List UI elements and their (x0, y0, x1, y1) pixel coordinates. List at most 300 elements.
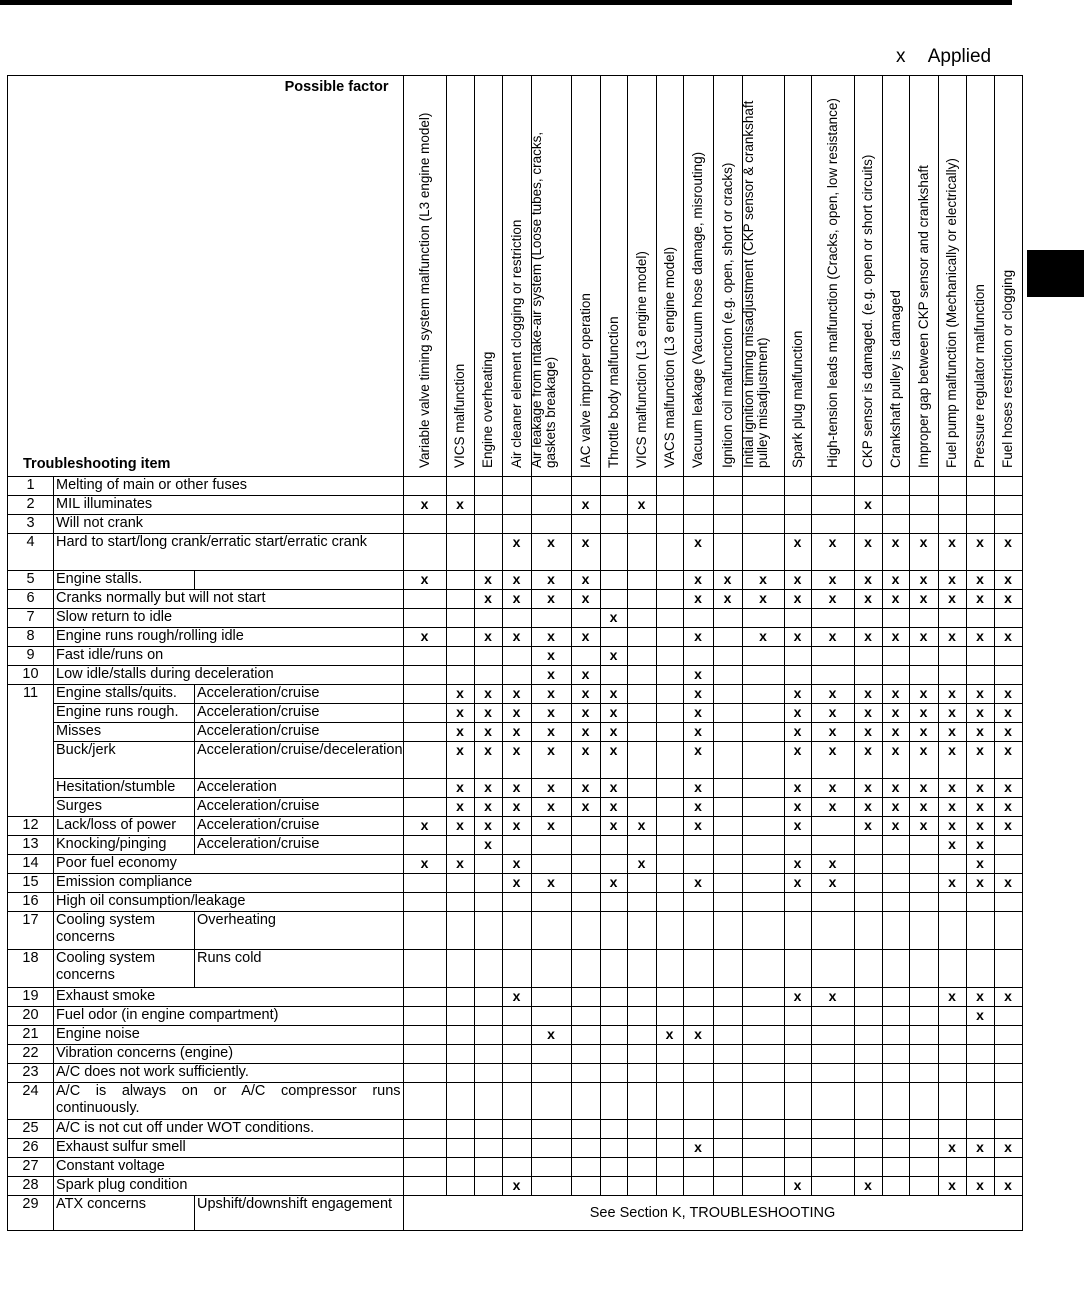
factor-cell (909, 1026, 938, 1045)
factor-cell (683, 1177, 713, 1196)
factor-header (656, 76, 683, 477)
applied-mark: x (882, 590, 909, 609)
applied-mark: x (854, 571, 882, 590)
applied-mark: x (966, 1007, 994, 1026)
factor-cell (571, 1083, 600, 1120)
factor-cell (994, 1007, 1022, 1026)
item-condition: Acceleration/cruise/deceleration (195, 742, 404, 779)
applied-mark: x (882, 571, 909, 590)
factor-cell (627, 912, 656, 950)
applied-mark: x (713, 590, 742, 609)
factor-cell (571, 1158, 600, 1177)
factor-cell (909, 1158, 938, 1177)
factor-cell (656, 988, 683, 1007)
factor-cell (474, 1045, 502, 1064)
factor-cell (627, 477, 656, 496)
factor-cell (656, 628, 683, 647)
factor-cell (966, 893, 994, 912)
table-row (8, 609, 1023, 628)
table-row (8, 571, 1023, 590)
table-row (8, 1120, 1023, 1139)
factor-label: Spark plug malfunction (789, 330, 805, 468)
applied-mark: x (683, 590, 713, 609)
item-label: Poor fuel economy (54, 855, 404, 874)
applied-mark: x (811, 685, 854, 704)
factor-cell (403, 836, 446, 855)
applied-mark: x (938, 685, 966, 704)
applied-mark: x (854, 628, 882, 647)
factor-cell (531, 988, 571, 1007)
factor-cell (742, 988, 784, 1007)
factor-cell (656, 647, 683, 666)
factor-cell (627, 1026, 656, 1045)
factor-cell (600, 1158, 627, 1177)
applied-mark: x (446, 723, 474, 742)
table-row (8, 515, 1023, 534)
applied-mark: x (938, 874, 966, 893)
factor-cell (683, 515, 713, 534)
factor-cell (474, 874, 502, 893)
applied-mark: x (811, 742, 854, 779)
factor-cell (938, 647, 966, 666)
factor-cell (446, 893, 474, 912)
applied-mark: x (474, 571, 502, 590)
factor-cell (502, 1026, 531, 1045)
item-number: 18 (8, 950, 54, 988)
applied-mark: x (909, 628, 938, 647)
applied-mark: x (882, 779, 909, 798)
applied-mark: x (882, 817, 909, 836)
factor-cell (742, 666, 784, 685)
factor-cell (811, 1120, 854, 1139)
factor-cell (403, 1083, 446, 1120)
factor-cell (854, 666, 882, 685)
factor-cell (811, 477, 854, 496)
applied-mark: x (683, 874, 713, 893)
factor-cell (938, 496, 966, 515)
table-row (8, 874, 1023, 893)
factor-label: VICS malfunction (452, 363, 468, 468)
factor-cell (909, 515, 938, 534)
factor-cell (656, 590, 683, 609)
factor-cell (627, 836, 656, 855)
applied-mark: x (966, 590, 994, 609)
applied-mark: x (627, 817, 656, 836)
factor-cell (571, 515, 600, 534)
item-label: A/C is always on or A/C compressor runs continuously. (54, 1083, 404, 1120)
factor-cell (713, 874, 742, 893)
factor-cell (882, 893, 909, 912)
factor-cell (742, 912, 784, 950)
factor-cell (627, 685, 656, 704)
applied-mark: x (571, 685, 600, 704)
factor-cell (502, 1064, 531, 1083)
factor-cell (600, 1120, 627, 1139)
factor-cell (811, 1158, 854, 1177)
item-number: 15 (8, 874, 54, 893)
item-number: 3 (8, 515, 54, 534)
factor-cell (683, 477, 713, 496)
factor-cell (683, 1083, 713, 1120)
factor-cell (656, 534, 683, 571)
applied-mark: x (966, 836, 994, 855)
troubleshooting-matrix (7, 75, 1023, 1231)
factor-cell (403, 723, 446, 742)
factor-cell (627, 988, 656, 1007)
factor-cell (909, 477, 938, 496)
item-label: Knocking/pinging (54, 836, 195, 855)
factor-label: Fuel hoses restriction or clogging (1000, 269, 1016, 468)
applied-mark: x (854, 742, 882, 779)
factor-cell (713, 855, 742, 874)
factor-cell (713, 647, 742, 666)
item-condition: Acceleration/cruise (195, 836, 404, 855)
applied-mark: x (882, 534, 909, 571)
factor-cell (742, 817, 784, 836)
factor-cell (713, 534, 742, 571)
factor-cell (531, 1120, 571, 1139)
applied-mark: x (938, 628, 966, 647)
factor-cell (713, 609, 742, 628)
factor-cell (909, 988, 938, 1007)
factor-cell (811, 1177, 854, 1196)
factor-cell (683, 1064, 713, 1083)
factor-cell (656, 685, 683, 704)
factor-cell (909, 1139, 938, 1158)
factor-cell (938, 855, 966, 874)
applied-mark: x (474, 798, 502, 817)
factor-cell (683, 609, 713, 628)
applied-mark: x (811, 628, 854, 647)
applied-mark: x (656, 1026, 683, 1045)
factor-cell (403, 742, 446, 779)
factor-cell (571, 912, 600, 950)
table-row (8, 1007, 1023, 1026)
item-label: Hard to start/long crank/erratic start/erratic crank (54, 534, 404, 571)
applied-mark: x (446, 685, 474, 704)
factor-cell (474, 477, 502, 496)
table-row (8, 685, 1023, 704)
applied-mark: x (784, 988, 811, 1007)
factor-cell (474, 1158, 502, 1177)
item-label: Cranks normally but will not start (54, 590, 404, 609)
factor-cell (403, 1158, 446, 1177)
factor-cell (656, 1139, 683, 1158)
factor-cell (994, 477, 1022, 496)
factor-cell (994, 1083, 1022, 1120)
factor-cell (713, 685, 742, 704)
factor-cell (966, 1083, 994, 1120)
factor-cell (627, 1007, 656, 1026)
factor-cell (446, 477, 474, 496)
factor-cell (994, 496, 1022, 515)
applied-mark: x (502, 798, 531, 817)
factor-cell (474, 1083, 502, 1120)
item-label: Engine runs rough/rolling idle (54, 628, 404, 647)
applied-mark: x (502, 534, 531, 571)
factor-cell (882, 1064, 909, 1083)
item-condition: Acceleration/cruise (195, 704, 404, 723)
table-row (8, 1045, 1023, 1064)
applied-mark: x (600, 874, 627, 893)
factor-header (854, 76, 882, 477)
factor-cell (882, 1007, 909, 1026)
applied-mark: x (600, 647, 627, 666)
factor-cell (713, 988, 742, 1007)
factor-cell (854, 1045, 882, 1064)
factor-cell (474, 534, 502, 571)
factor-cell (403, 798, 446, 817)
factor-cell (600, 1026, 627, 1045)
applied-mark: x (683, 534, 713, 571)
factor-cell (627, 515, 656, 534)
factor-cell (784, 1120, 811, 1139)
factor-cell (882, 988, 909, 1007)
factor-cell (966, 477, 994, 496)
factor-cell (531, 1064, 571, 1083)
factor-cell (627, 1083, 656, 1120)
applied-mark: x (446, 704, 474, 723)
factor-cell (713, 742, 742, 779)
factor-cell (784, 515, 811, 534)
applied-mark: x (854, 685, 882, 704)
factor-cell (571, 1139, 600, 1158)
item-number: 8 (8, 628, 54, 647)
factor-cell (938, 477, 966, 496)
applied-mark: x (403, 571, 446, 590)
factor-cell (938, 1007, 966, 1026)
factor-cell (474, 893, 502, 912)
factor-cell (571, 817, 600, 836)
applied-mark: x (966, 704, 994, 723)
item-label: Will not crank (54, 515, 404, 534)
applied-mark: x (742, 571, 784, 590)
item-label: Engine stalls. (54, 571, 195, 590)
factor-cell (938, 666, 966, 685)
factor-cell (600, 1045, 627, 1064)
factor-cell (882, 1120, 909, 1139)
legend (896, 46, 991, 68)
applied-mark: x (683, 779, 713, 798)
factor-cell (811, 1139, 854, 1158)
applied-mark: x (994, 685, 1022, 704)
item-number: 5 (8, 571, 54, 590)
factor-cell (882, 1026, 909, 1045)
applied-mark: x (882, 628, 909, 647)
factor-cell (882, 666, 909, 685)
factor-cell (403, 893, 446, 912)
applied-mark: x (474, 704, 502, 723)
factor-cell (656, 571, 683, 590)
factor-cell (811, 1026, 854, 1045)
applied-mark: x (502, 874, 531, 893)
applied-mark: x (909, 798, 938, 817)
factor-cell (938, 1120, 966, 1139)
factor-cell (600, 855, 627, 874)
applied-mark: x (882, 742, 909, 779)
factor-cell (854, 1120, 882, 1139)
item-label: Exhaust sulfur smell (54, 1139, 404, 1158)
item-number: 6 (8, 590, 54, 609)
item-number: 26 (8, 1139, 54, 1158)
applied-mark: x (531, 647, 571, 666)
applied-mark: x (882, 723, 909, 742)
factor-cell (403, 534, 446, 571)
factor-cell (742, 874, 784, 893)
factor-cell (502, 1007, 531, 1026)
factor-label: Variable valve timing system malfunction (L3 engine model) (416, 112, 432, 468)
factor-cell (656, 893, 683, 912)
item-condition: Acceleration/cruise (195, 798, 404, 817)
applied-mark: x (531, 628, 571, 647)
factor-cell (474, 1120, 502, 1139)
applied-mark: x (403, 628, 446, 647)
applied-mark: x (502, 704, 531, 723)
item-number: 22 (8, 1045, 54, 1064)
factor-label: Crankshaft pulley is damaged (887, 290, 903, 468)
factor-cell (656, 515, 683, 534)
legend-text: Applied (927, 46, 992, 67)
factor-cell (627, 704, 656, 723)
factor-cell (742, 1007, 784, 1026)
factor-cell (854, 647, 882, 666)
factor-cell (966, 496, 994, 515)
factor-cell (571, 1045, 600, 1064)
applied-mark: x (531, 779, 571, 798)
applied-mark: x (994, 1139, 1022, 1158)
factor-cell (713, 893, 742, 912)
factor-cell (627, 1045, 656, 1064)
item-condition (195, 571, 404, 590)
applied-mark: x (938, 798, 966, 817)
item-number: 23 (8, 1064, 54, 1083)
legend-mark: x (896, 46, 906, 67)
applied-mark: x (531, 817, 571, 836)
applied-mark: x (784, 817, 811, 836)
factor-cell (683, 1158, 713, 1177)
factor-cell (882, 647, 909, 666)
applied-mark: x (966, 534, 994, 571)
factor-cell (446, 571, 474, 590)
item-number: 17 (8, 912, 54, 950)
table-row (8, 855, 1023, 874)
item-condition: Runs cold (195, 950, 404, 988)
factor-cell (784, 666, 811, 685)
factor-cell (742, 685, 784, 704)
factor-cell (403, 1045, 446, 1064)
factor-cell (938, 1026, 966, 1045)
factor-cell (474, 609, 502, 628)
table-row (8, 950, 1023, 988)
factor-cell (938, 515, 966, 534)
applied-mark: x (909, 779, 938, 798)
factor-cell (446, 1007, 474, 1026)
applied-mark: x (938, 723, 966, 742)
applied-mark: x (784, 855, 811, 874)
applied-mark: x (882, 798, 909, 817)
factor-cell (713, 798, 742, 817)
factor-cell (656, 874, 683, 893)
item-number: 12 (8, 817, 54, 836)
factor-cell (627, 590, 656, 609)
factor-cell (966, 666, 994, 685)
item-label: Constant voltage (54, 1158, 404, 1177)
factor-cell (994, 1064, 1022, 1083)
factor-cell (446, 1177, 474, 1196)
item-number: 4 (8, 534, 54, 571)
factor-cell (531, 496, 571, 515)
factor-cell (784, 950, 811, 988)
factor-cell (446, 647, 474, 666)
factor-cell (994, 1045, 1022, 1064)
applied-mark: x (571, 723, 600, 742)
factor-cell (656, 496, 683, 515)
applied-mark: x (502, 628, 531, 647)
applied-mark: x (854, 704, 882, 723)
applied-mark: x (811, 704, 854, 723)
factor-cell (966, 609, 994, 628)
applied-mark: x (811, 988, 854, 1007)
item-number: 19 (8, 988, 54, 1007)
factor-cell (882, 477, 909, 496)
factor-cell (600, 1007, 627, 1026)
factor-cell (531, 1158, 571, 1177)
applied-mark: x (784, 723, 811, 742)
applied-mark: x (966, 874, 994, 893)
factor-cell (742, 779, 784, 798)
factor-cell (994, 1120, 1022, 1139)
applied-mark: x (994, 704, 1022, 723)
factor-cell (571, 1007, 600, 1026)
applied-mark: x (784, 704, 811, 723)
applied-mark: x (403, 855, 446, 874)
factor-cell (502, 893, 531, 912)
applied-mark: x (854, 723, 882, 742)
factor-cell (784, 893, 811, 912)
factor-cell (627, 1177, 656, 1196)
factor-cell (713, 515, 742, 534)
factor-cell (713, 1139, 742, 1158)
factor-cell (656, 855, 683, 874)
item-label: Cooling system concerns (54, 950, 195, 988)
applied-mark: x (811, 534, 854, 571)
factor-cell (713, 477, 742, 496)
factor-label: VICS malfunction (L3 engine model) (633, 251, 649, 468)
factor-cell (531, 950, 571, 988)
factor-cell (446, 1064, 474, 1083)
item-condition: Acceleration/cruise (195, 685, 404, 704)
factor-cell (403, 988, 446, 1007)
factor-cell (683, 912, 713, 950)
factor-cell (446, 988, 474, 1007)
factor-cell (403, 609, 446, 628)
factor-cell (502, 836, 531, 855)
item-number: 16 (8, 893, 54, 912)
factor-header (811, 76, 854, 477)
factor-cell (403, 779, 446, 798)
applied-mark: x (994, 817, 1022, 836)
factor-cell (627, 1139, 656, 1158)
factor-cell (742, 647, 784, 666)
factor-cell (742, 855, 784, 874)
item-label: Fast idle/runs on (54, 647, 404, 666)
applied-mark: x (683, 628, 713, 647)
factor-cell (742, 893, 784, 912)
factor-cell (854, 1139, 882, 1158)
factor-cell (403, 666, 446, 685)
factor-cell (571, 836, 600, 855)
factor-cell (784, 1064, 811, 1083)
